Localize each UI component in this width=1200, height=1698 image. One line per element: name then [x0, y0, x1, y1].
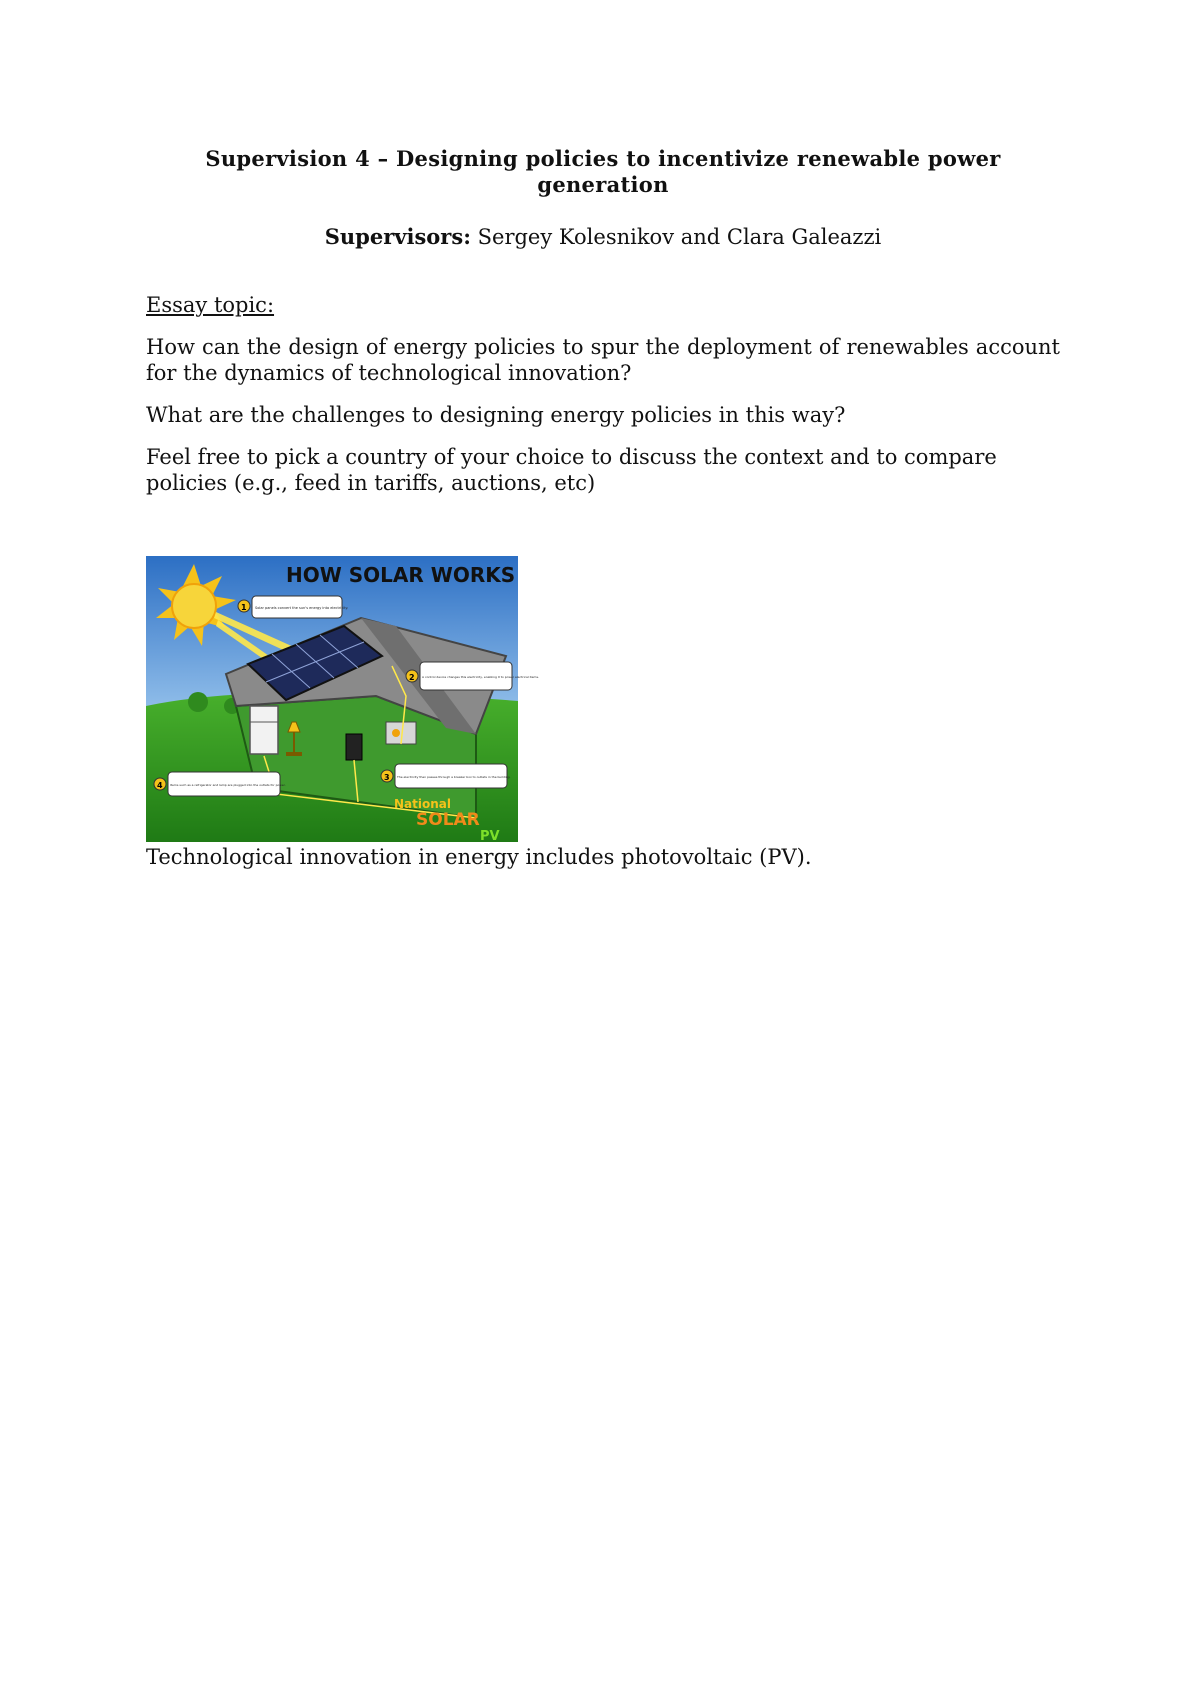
step-text-1: Solar panels convert the sun's energy into electricity.: [255, 606, 349, 610]
logo-line-1: National: [394, 797, 451, 811]
figure-heading: HOW SOLAR WORKS: [286, 563, 516, 587]
logo-line-3: PV: [480, 829, 500, 844]
step-callout-1: [238, 596, 348, 618]
breaker-box-icon: [346, 734, 362, 760]
step-text-4: Items such as a refrigerator and lamp are plugged into the outlets for power.: [170, 783, 286, 787]
step-callout-3: [381, 764, 511, 788]
supervisors-names: Sergey Kolesnikov and Clara Galeazzi: [477, 225, 882, 249]
instruction-paragraph: Feel free to pick a country of your choice to discuss the context and to compare policies (e.g., feed in tariffs, auctions, etc): [146, 445, 997, 495]
step-number-3: 3: [384, 773, 390, 782]
refrigerator-icon: [250, 706, 278, 754]
step-number-4: 4: [157, 781, 163, 790]
step-text-2: A control device changes this electricity, enabling it to power electrical items.: [422, 675, 539, 679]
step-callout-2: [406, 662, 539, 690]
supervisors-label: Supervisors:: [324, 224, 471, 249]
document-title: Supervision 4 – Designing policies to incentivize renewable power generation: [205, 146, 1001, 197]
step-number-1: 1: [241, 603, 247, 612]
logo-line-2: SOLAR: [416, 810, 480, 830]
question-paragraph-1: How can the design of energy policies to spur the deployment of renewables account for the dynamics of technological innovation?: [146, 335, 1060, 385]
supervisors-line: [146, 224, 1060, 250]
tree: [188, 692, 208, 712]
step-text-3: The electricity then passes through a breaker box to outlets in the building.: [397, 775, 511, 779]
step-number-2: 2: [409, 673, 415, 682]
question-paragraph-2: What are the challenges to designing energy policies in this way?: [146, 403, 846, 427]
how-solar-works-illustration: [146, 556, 539, 844]
step-callout-4: [154, 772, 286, 796]
essay-topic-heading: Essay topic:: [146, 293, 275, 317]
figure-caption: Technological innovation in energy includes photovoltaic (PV).: [146, 845, 812, 869]
